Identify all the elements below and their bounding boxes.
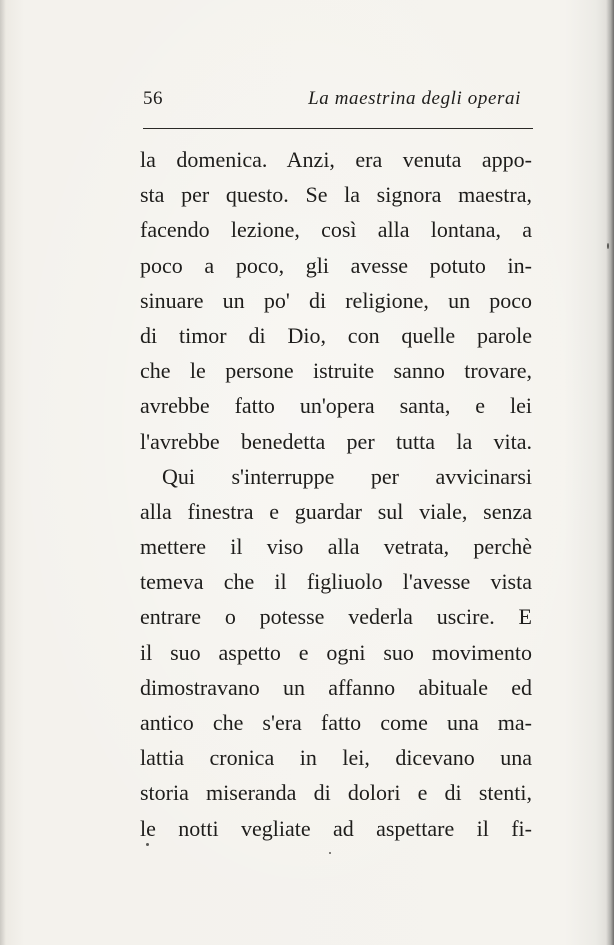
page-right-shadow bbox=[606, 0, 614, 945]
text-line: mettere il viso alla vetrata, perchè bbox=[140, 534, 532, 560]
text-line: storia miseranda di dolori e di stenti, bbox=[140, 780, 532, 806]
paper-speck bbox=[146, 843, 149, 846]
text-line: temeva che il figliuolo l'avesse vista bbox=[140, 569, 532, 595]
header-rule bbox=[143, 128, 533, 129]
text-line: sinuare un po' di religione, un poco bbox=[140, 287, 532, 313]
text-line: facendo lezione, così alla lontana, a bbox=[140, 217, 532, 243]
text-line: alla finestra e guardar sul viale, senza bbox=[140, 498, 532, 524]
text-line: entrare o potesse vederla uscire. E bbox=[140, 604, 532, 630]
text-line: che le persone istruite sanno trovare, bbox=[140, 358, 532, 384]
page-left-shadow bbox=[0, 0, 6, 945]
text-line: antico che s'era fatto come una ma- bbox=[140, 710, 532, 735]
text-line: poco a poco, gli avesse potuto in- bbox=[140, 252, 532, 278]
paragraph-2 bbox=[140, 459, 532, 846]
text-line: l'avrebbe benedetta per tutta la vita. bbox=[140, 428, 532, 454]
text-line: lattia cronica in lei, dicevano una bbox=[140, 745, 532, 771]
body-text bbox=[140, 142, 532, 846]
text-line: dimostravano un affanno abituale ed bbox=[140, 674, 532, 700]
running-title: La maestrina degli operai bbox=[308, 88, 521, 109]
text-line: le notti vegliate ad aspettare il fi- bbox=[140, 815, 532, 841]
page-header bbox=[143, 88, 533, 114]
text-line: di timor di Dio, con quelle parole bbox=[140, 322, 532, 348]
text-line: il suo aspetto e ogni suo movimento bbox=[140, 639, 532, 665]
text-line: sta per questo. Se la signora maestra, bbox=[140, 182, 532, 208]
paper-speck bbox=[607, 243, 609, 249]
text-line: la domenica. Anzi, era venuta appo- bbox=[140, 147, 532, 172]
text-line: avrebbe fatto un'opera santa, e lei bbox=[140, 393, 532, 419]
text-line: Qui s'interruppe per avvicinarsi bbox=[162, 463, 532, 489]
page-number: 56 bbox=[143, 88, 163, 109]
paragraph-1 bbox=[140, 142, 532, 459]
paper-speck bbox=[329, 852, 331, 854]
